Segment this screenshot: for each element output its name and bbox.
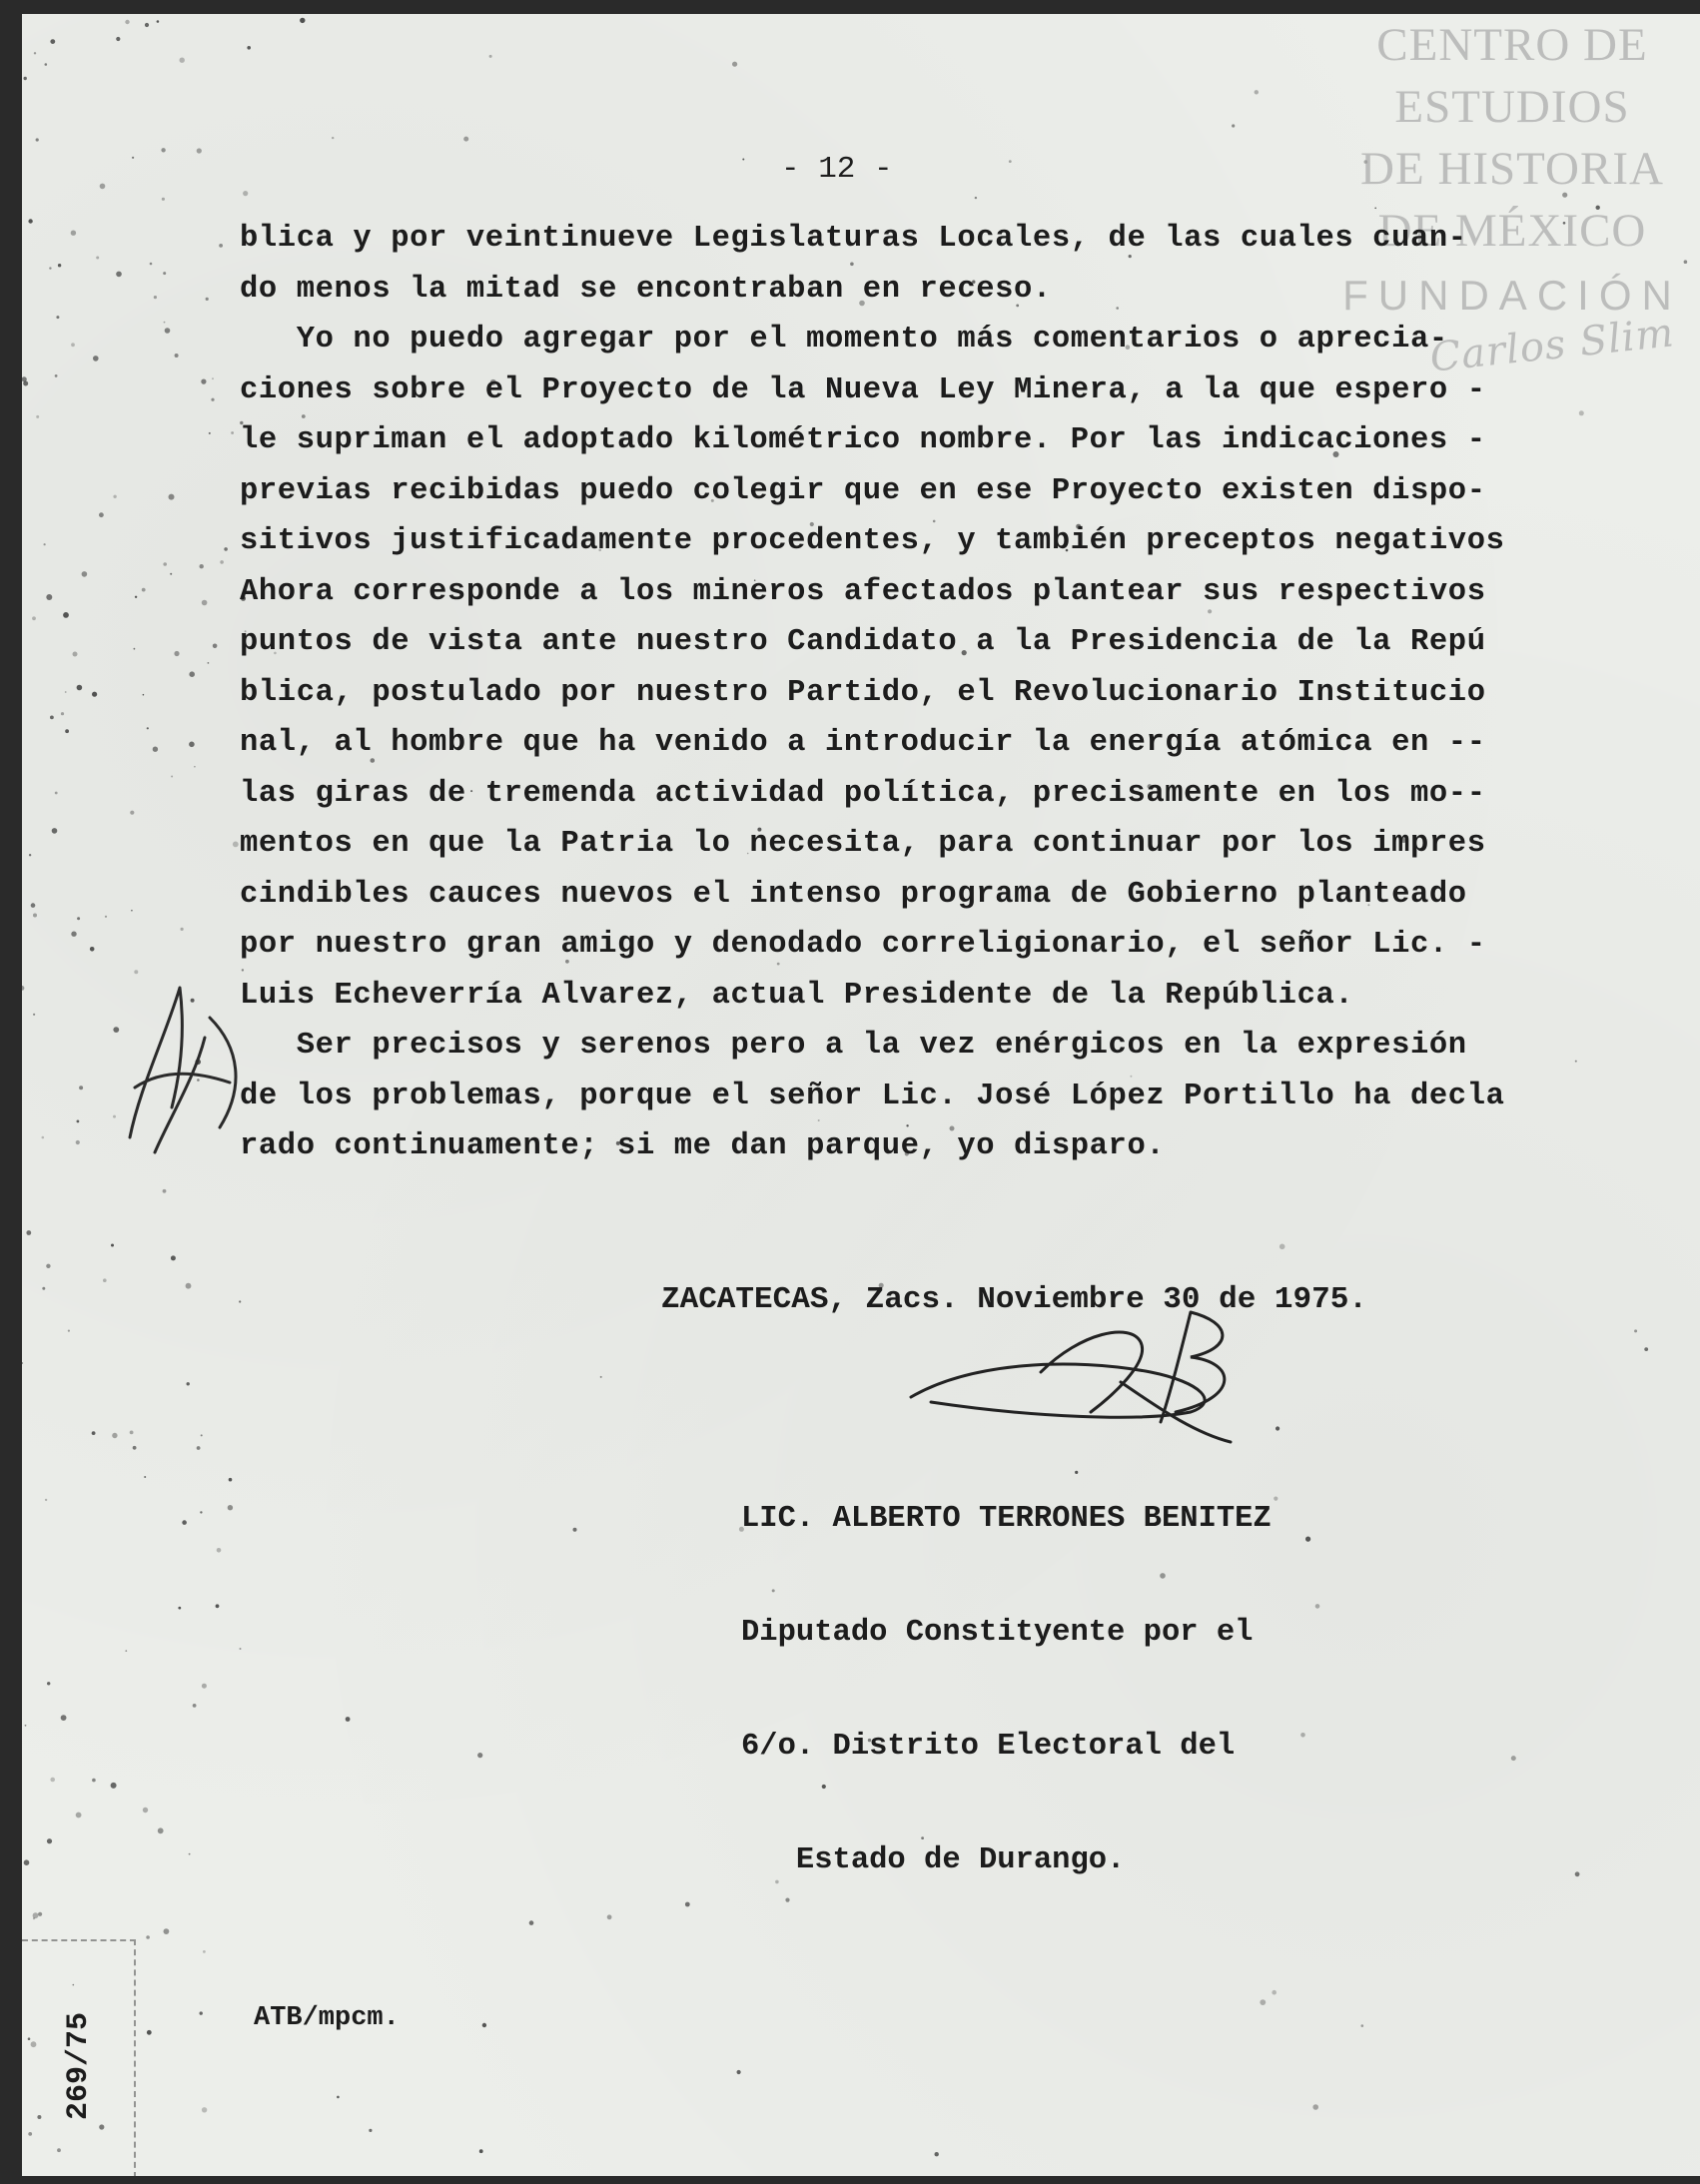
watermark-line: DE HISTORIA — [1360, 143, 1664, 195]
watermark-line: Carlos Slim — [1427, 310, 1677, 381]
signatory-title: 6/o. Distrito Electoral del — [741, 1730, 1236, 1764]
body-line: rado continuamente; si me dan parque, yo disparo. — [240, 1129, 1166, 1163]
signatory-name: LIC. ALBERTO TERRONES BENITEZ — [741, 1502, 1272, 1536]
watermark-line: DE MÉXICO — [1377, 205, 1647, 257]
body-line: previas recibidas puedo colegir que en ese Proyecto existen dispo- — [240, 473, 1486, 508]
body-line: blica y por veintinueve Legislaturas Locales, de las cuales cuan- — [240, 222, 1467, 256]
watermark-line: ESTUDIOS — [1394, 81, 1630, 133]
watermark-line: FUNDACIÓN — [1342, 272, 1682, 319]
dateline: ZACATECAS, Zacs. Noviembre 30 de 1975. — [661, 1282, 1367, 1317]
page-number: - 12 - — [781, 152, 893, 187]
body-line: Ser precisos y serenos pero a la vez enérgicos en la expresión — [240, 1029, 1467, 1063]
body-line: puntos de vista ante nuestro Candidato a la Presidencia de la Repú — [240, 625, 1486, 659]
reference-code: 269/75 — [62, 2011, 96, 2121]
margin-handwritten-initials — [110, 978, 260, 1157]
signatory-title: Diputado Constityente por el — [741, 1616, 1254, 1650]
body-line: Luis Echeverría Alvarez, actual Presidente de la República. — [240, 978, 1354, 1013]
body-line: cindibles cauces nuevos el intenso programa de Gobierno planteado — [240, 877, 1467, 912]
typist-initials: ATB/mpcm. — [254, 2003, 400, 2033]
body-line: Yo no puedo agregar por el momento más comentarios o aprecia- — [240, 323, 1448, 357]
body-line: Ahora corresponde a los mineros afectados plantear sus respectivos — [240, 574, 1486, 609]
signature-block — [741, 1424, 1272, 1955]
body-line: blica, postulado por nuestro Partido, el Revolucionario Institucio — [240, 675, 1486, 710]
body-line: mentos en que la Patria lo necesita, para continuar por los impres — [240, 827, 1486, 861]
body-line: las giras de tremenda actividad política, precisamente en los mo-- — [240, 776, 1486, 811]
body-line: por nuestro gran amigo y denodado correligionario, el señor Lic. - — [240, 928, 1486, 962]
body-line: ciones sobre el Proyecto de la Nueva Ley Minera, a la que espero - — [240, 372, 1486, 407]
body-line: nal, al hombre que ha venido a introducir la energía atómica en -- — [240, 726, 1486, 760]
body-line: sitivos justificadamente procedentes, y también preceptos negativos — [240, 524, 1505, 558]
watermark-line: CENTRO DE — [1376, 19, 1648, 71]
body-line: de los problemas, porque el señor Lic. José López Portillo ha decla — [240, 1079, 1505, 1113]
body-line: le supriman el adoptado kilométrico nombre. Por las indicaciones - — [240, 423, 1486, 457]
signatory-title: Estado de Durango. — [741, 1843, 1126, 1877]
document-page — [22, 14, 1700, 2176]
letter-body — [240, 214, 1668, 1172]
body-line: do menos la mitad se encontraban en receso. — [240, 272, 1052, 307]
